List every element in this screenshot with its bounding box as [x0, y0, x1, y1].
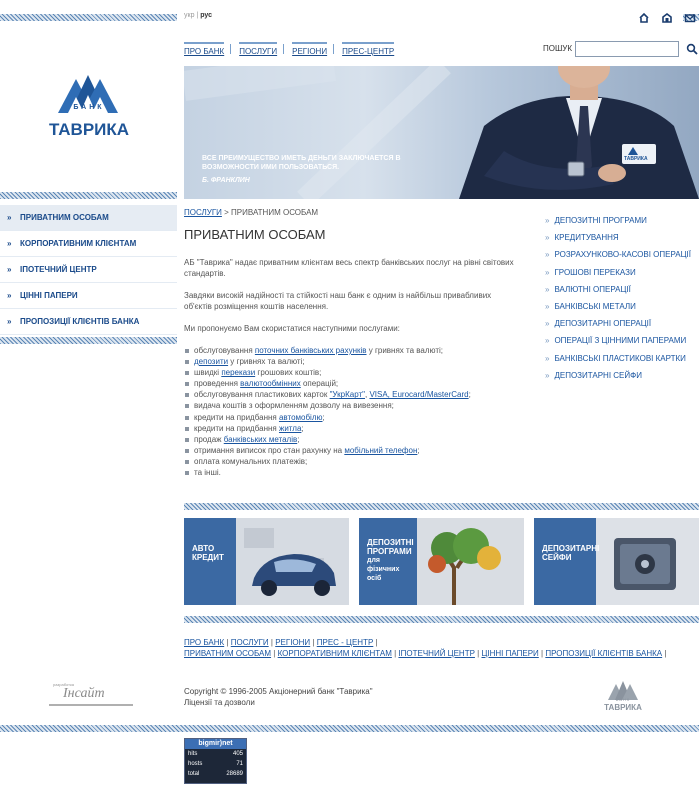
- promo-tile-deposit-programs[interactable]: [359, 518, 524, 605]
- list-item: [184, 456, 534, 467]
- right-menu-item[interactable]: [545, 298, 699, 315]
- counter-label: hits: [188, 751, 198, 757]
- list-item-text: обслуговування пластикових карток: [194, 390, 330, 400]
- right-menu-item[interactable]: [545, 264, 699, 281]
- right-menu-label: РОЗРАХУНКОВО-КАСОВІ ОПЕРАЦІЇ: [554, 250, 691, 260]
- footer-link-offers[interactable]: ПРОПОЗИЦІЇ КЛІЄНТІВ БАНКА: [545, 649, 663, 658]
- tiles-top-stripe: [184, 503, 699, 510]
- footer-link-regions[interactable]: РЕГІОНИ: [275, 638, 311, 647]
- footer-sep: |: [312, 638, 315, 647]
- list-item: [184, 345, 534, 356]
- footer-nav-row: [184, 648, 699, 659]
- list-item-text: кредити на придбання: [194, 423, 279, 433]
- double-arrow-icon: »: [545, 284, 550, 294]
- right-menu-label: ДЕПОЗИТНІ ПРОГРАМИ: [554, 216, 647, 226]
- top-nav-separator: [230, 44, 231, 54]
- right-menu-item[interactable]: [545, 315, 699, 332]
- counter-title: bigmir)net: [185, 739, 246, 749]
- right-menu-item[interactable]: [545, 212, 699, 229]
- list-item-text: ;: [297, 434, 300, 444]
- service-link[interactable]: перекази: [221, 368, 256, 378]
- right-menu-item[interactable]: [545, 246, 699, 263]
- banner-quote: ВСЕ ПРЕИМУЩЕСТВО ИМЕТЬ ДЕНЬГИ ЗАКЛЮЧАЕТСЯ В ВОЗМОЖНОСТИ ИМИ ПОЛЬЗОВАТЬСЯ.: [202, 155, 401, 171]
- logo-name: ТАВРИКА: [48, 120, 130, 139]
- promo-tile-auto-credit[interactable]: [184, 518, 349, 605]
- left-menu-label: ЦІННІ ПАПЕРИ: [20, 291, 78, 300]
- footer-link-about[interactable]: ПРО БАНК: [184, 638, 225, 647]
- list-item-text: операцій;: [300, 379, 339, 389]
- top-nav-about[interactable]: ПРО БАНК: [184, 42, 224, 56]
- left-menu: [0, 205, 177, 335]
- banner-author: Б. ФРАНКЛИН: [202, 177, 250, 184]
- right-menu-label: КРЕДИТУВАННЯ: [554, 233, 619, 243]
- right-menu-label: ДЕПОЗИТАРНІ ОПЕРАЦІЇ: [554, 319, 652, 329]
- arrow-right-icon: »: [7, 317, 12, 326]
- double-arrow-icon: »: [545, 370, 550, 380]
- tile-label-line: ПРОГРАМИ: [367, 547, 412, 556]
- bigmir-counter[interactable]: [184, 738, 247, 784]
- service-link[interactable]: VISA, Eurocard/MasterCard: [369, 390, 469, 400]
- service-link[interactable]: автомобілю: [278, 412, 323, 422]
- top-nav: [184, 42, 400, 56]
- counter-value: 28689: [226, 771, 243, 777]
- left-menu-label: ПРИВАТНИМ ОСОБАМ: [20, 213, 109, 222]
- footer-sep: |: [270, 638, 273, 647]
- footer-link-press[interactable]: ПРЕС - ЦЕНТР: [316, 638, 374, 647]
- list-item: [184, 434, 534, 445]
- list-item-text: у гривнях та валюті;: [366, 346, 444, 355]
- lang-ukr[interactable]: укр: [184, 12, 195, 19]
- top-nav-press[interactable]: ПРЕС-ЦЕНТР: [342, 42, 394, 56]
- search-label: ПОШУК: [543, 44, 573, 53]
- double-arrow-icon: »: [545, 353, 550, 363]
- language-switcher: [184, 12, 212, 19]
- top-nav-separator: [333, 44, 334, 54]
- copyright-text: Copyright © 1996-2005 Акціонерний банк "Таврика": [184, 687, 373, 696]
- tile-label-line: ДЕПОЗИТНІ: [367, 538, 414, 547]
- logo-small-text: БАНК: [73, 104, 105, 111]
- tile-label: [184, 518, 236, 605]
- insight-logo[interactable]: [49, 682, 133, 708]
- lang-sep: |: [196, 12, 199, 19]
- list-item: [184, 423, 534, 434]
- right-menu-item[interactable]: [545, 281, 699, 298]
- banner-businessman-illustration: [184, 66, 699, 199]
- footer-link-private[interactable]: ПРИВАТНИМ ОСОБАМ: [184, 649, 272, 658]
- licenses-link[interactable]: Ліцензії та дозволи: [184, 698, 255, 707]
- left-menu-mortgage[interactable]: [0, 257, 177, 283]
- double-arrow-icon: »: [545, 250, 550, 260]
- list-item: [184, 356, 534, 367]
- top-nav-services[interactable]: ПОСЛУГИ: [239, 42, 277, 56]
- counter-row: [185, 769, 246, 779]
- promo-tile-safes[interactable]: [534, 518, 699, 605]
- footer-sep: |: [541, 649, 544, 658]
- left-menu-offers[interactable]: [0, 309, 177, 335]
- left-menu-bottom-stripe: [0, 337, 177, 344]
- footer-logo-name: ТАВРИКА: [604, 703, 642, 712]
- insight-logo-small: разработка: [53, 682, 75, 687]
- list-item-text: ;: [301, 423, 304, 433]
- insight-logo-underline: [49, 704, 133, 706]
- tile-label: [534, 518, 600, 605]
- tiles-bottom-stripe: [184, 616, 699, 623]
- list-item-text: кредити на придбання: [194, 412, 279, 422]
- left-menu-label: ІПОТЕЧНИЙ ЦЕНТР: [20, 265, 97, 274]
- list-item-text: та інші.: [194, 468, 221, 478]
- sitemap-icon[interactable]: [661, 12, 673, 24]
- mail-icon[interactable]: [684, 12, 696, 24]
- right-menu-label: БАНКІВСЬКІ МЕТАЛИ: [554, 302, 636, 312]
- footer-link-corporate[interactable]: КОРПОРАТИВНИМ КЛІЄНТАМ: [277, 649, 392, 658]
- list-item-text: оплата комунальних платежів;: [194, 456, 308, 466]
- search-input[interactable]: [575, 41, 679, 57]
- top-nav-separator: [283, 44, 284, 54]
- right-menu-label: ГРОШОВІ ПЕРЕКАЗИ: [554, 267, 636, 277]
- footer-stripe: [0, 725, 699, 732]
- list-item: [184, 445, 534, 456]
- list-item: [184, 378, 534, 389]
- home-icon[interactable]: [638, 12, 650, 24]
- footer-sep: |: [375, 638, 378, 647]
- list-item-text: проведення: [194, 379, 241, 389]
- list-item-text: ;: [468, 390, 471, 400]
- service-link[interactable]: валютообмінних: [240, 379, 301, 389]
- insight-logo-text: Інсайт: [63, 686, 105, 701]
- tile-label-line: АВТО: [192, 544, 215, 553]
- hero-banner: [184, 66, 699, 199]
- left-menu-label: ПРОПОЗИЦІЇ КЛІЄНТІВ БАНКА: [20, 317, 140, 326]
- right-menu-item[interactable]: [545, 332, 699, 349]
- counter-label: total: [188, 771, 200, 777]
- search-icon[interactable]: [686, 43, 698, 55]
- footer-bank-logo[interactable]: [600, 676, 646, 716]
- top-left-stripe: [0, 14, 177, 21]
- service-link[interactable]: поточних банківських рахунків: [254, 346, 367, 355]
- arrow-right-icon: »: [7, 265, 12, 274]
- list-item: [184, 400, 534, 411]
- double-arrow-icon: »: [545, 267, 550, 277]
- left-menu-label: КОРПОРАТИВНИМ КЛІЄНТАМ: [20, 239, 137, 248]
- list-item-text: продаж: [194, 434, 224, 444]
- top-nav-regions[interactable]: РЕГІОНИ: [292, 42, 327, 56]
- bank-logo[interactable]: [44, 67, 134, 145]
- page-title: ПРИВАТНИМ ОСОБАМ: [184, 227, 326, 242]
- list-item: [184, 412, 534, 423]
- tile-label-line: СЕЙФИ: [542, 553, 572, 562]
- double-arrow-icon: »: [545, 302, 550, 312]
- footer-sep: |: [226, 638, 229, 647]
- right-menu-item[interactable]: [545, 350, 699, 367]
- intro-text: [184, 257, 520, 345]
- counter-row: [185, 749, 246, 759]
- list-item: [184, 467, 534, 478]
- footer-link-services[interactable]: ПОСЛУГИ: [230, 638, 269, 647]
- copyright: [184, 686, 373, 708]
- right-menu-label: БАНКІВСЬКІ ПЛАСТИКОВІ КАРТКИ: [554, 353, 686, 363]
- footer-sep: |: [273, 649, 276, 658]
- footer-nav-row: [184, 637, 699, 648]
- footer-nav: [184, 637, 699, 659]
- left-menu-securities[interactable]: [0, 283, 177, 309]
- lang-rus[interactable]: рус: [200, 12, 212, 19]
- tile-label-line: для фізичних: [367, 557, 400, 573]
- intro-paragraph: Ми пропонуємо Вам скористатися наступними послугами:: [184, 324, 400, 333]
- arrow-right-icon: »: [7, 291, 12, 300]
- counter-value: 405: [232, 751, 243, 757]
- service-link[interactable]: депозити: [194, 357, 229, 367]
- left-menu-corporate[interactable]: [0, 231, 177, 257]
- right-menu-label: ВАЛЮТНІ ОПЕРАЦІЇ: [554, 284, 631, 294]
- list-item-text: у гривнях та валюті;: [228, 357, 305, 367]
- left-menu-private[interactable]: [0, 205, 177, 231]
- service-link[interactable]: банківських металів: [223, 434, 298, 444]
- double-arrow-icon: »: [545, 233, 550, 243]
- services-list: [184, 345, 534, 478]
- footer-link-securities[interactable]: ЦІННІ ПАПЕРИ: [481, 649, 539, 658]
- list-item-text: ;: [322, 412, 325, 422]
- arrow-right-icon: »: [7, 239, 12, 248]
- counter-value: 71: [236, 761, 243, 767]
- breadcrumb-services-link[interactable]: ПОСЛУГИ: [184, 208, 222, 217]
- list-item-text: грошових коштів;: [255, 368, 322, 378]
- counter-row: [185, 759, 246, 769]
- arrow-right-icon: »: [7, 213, 12, 222]
- double-arrow-icon: »: [545, 319, 550, 329]
- list-item-text: обслуговування: [194, 346, 255, 355]
- service-link[interactable]: мобільний телефон: [344, 445, 418, 455]
- tile-label-line: ДЕПОЗИТАРНІ: [542, 544, 600, 553]
- service-link[interactable]: житла: [278, 423, 302, 433]
- breadcrumb-current: ПРИВАТНИМ ОСОБАМ: [231, 208, 319, 217]
- list-item-text: швидкі: [194, 368, 222, 378]
- left-menu-top-stripe: [0, 192, 177, 199]
- right-menu-item[interactable]: [545, 229, 699, 246]
- double-arrow-icon: »: [545, 216, 550, 226]
- tile-label: [359, 518, 417, 605]
- intro-paragraph: АБ "Таврика" надає приватним клієнтам весь спектр банківських послуг на рівні світових стандартів.: [184, 258, 514, 278]
- list-item-text: видача коштів з оформленням дозволу на вивезення;: [194, 401, 394, 411]
- list-item-text: отримання виписок про стан рахунку на: [194, 445, 345, 455]
- intro-paragraph: Завдяки високій надійності та стійкості наш банк є одним із найбільш привабливих об'єктів розміщення коштів населення.: [184, 291, 492, 311]
- double-arrow-icon: »: [545, 336, 550, 346]
- tile-label-line: осіб: [367, 575, 382, 582]
- breadcrumb: [184, 208, 318, 217]
- right-menu: [545, 212, 699, 384]
- service-link[interactable]: "УкрКарт": [329, 390, 365, 400]
- banner-badge-text: ТАВРИКА: [624, 156, 648, 162]
- footer-sep: |: [394, 649, 397, 658]
- footer-sep: |: [477, 649, 480, 658]
- footer-link-mortgage[interactable]: ІПОТЕЧНИЙ ЦЕНТР: [398, 649, 475, 658]
- breadcrumb-sep: >: [224, 208, 229, 217]
- list-item: обслуговування пластикових карток "УкрКарт", VISA, Eurocard/MasterCard;: [184, 389, 534, 400]
- footer-logo-small-text: БАНК: [615, 697, 631, 702]
- list-item: [184, 367, 534, 378]
- right-menu-label: ОПЕРАЦІЇ З ЦІННИМИ ПАПЕРАМИ: [554, 336, 687, 346]
- right-menu-item[interactable]: [545, 367, 699, 384]
- tile-label-line: КРЕДИТ: [192, 553, 224, 562]
- counter-label: hosts: [188, 761, 203, 767]
- footer-sep: |: [664, 649, 667, 658]
- list-item-text: ;: [417, 445, 420, 455]
- right-menu-label: ДЕПОЗИТАРНІ СЕЙФИ: [554, 370, 642, 380]
